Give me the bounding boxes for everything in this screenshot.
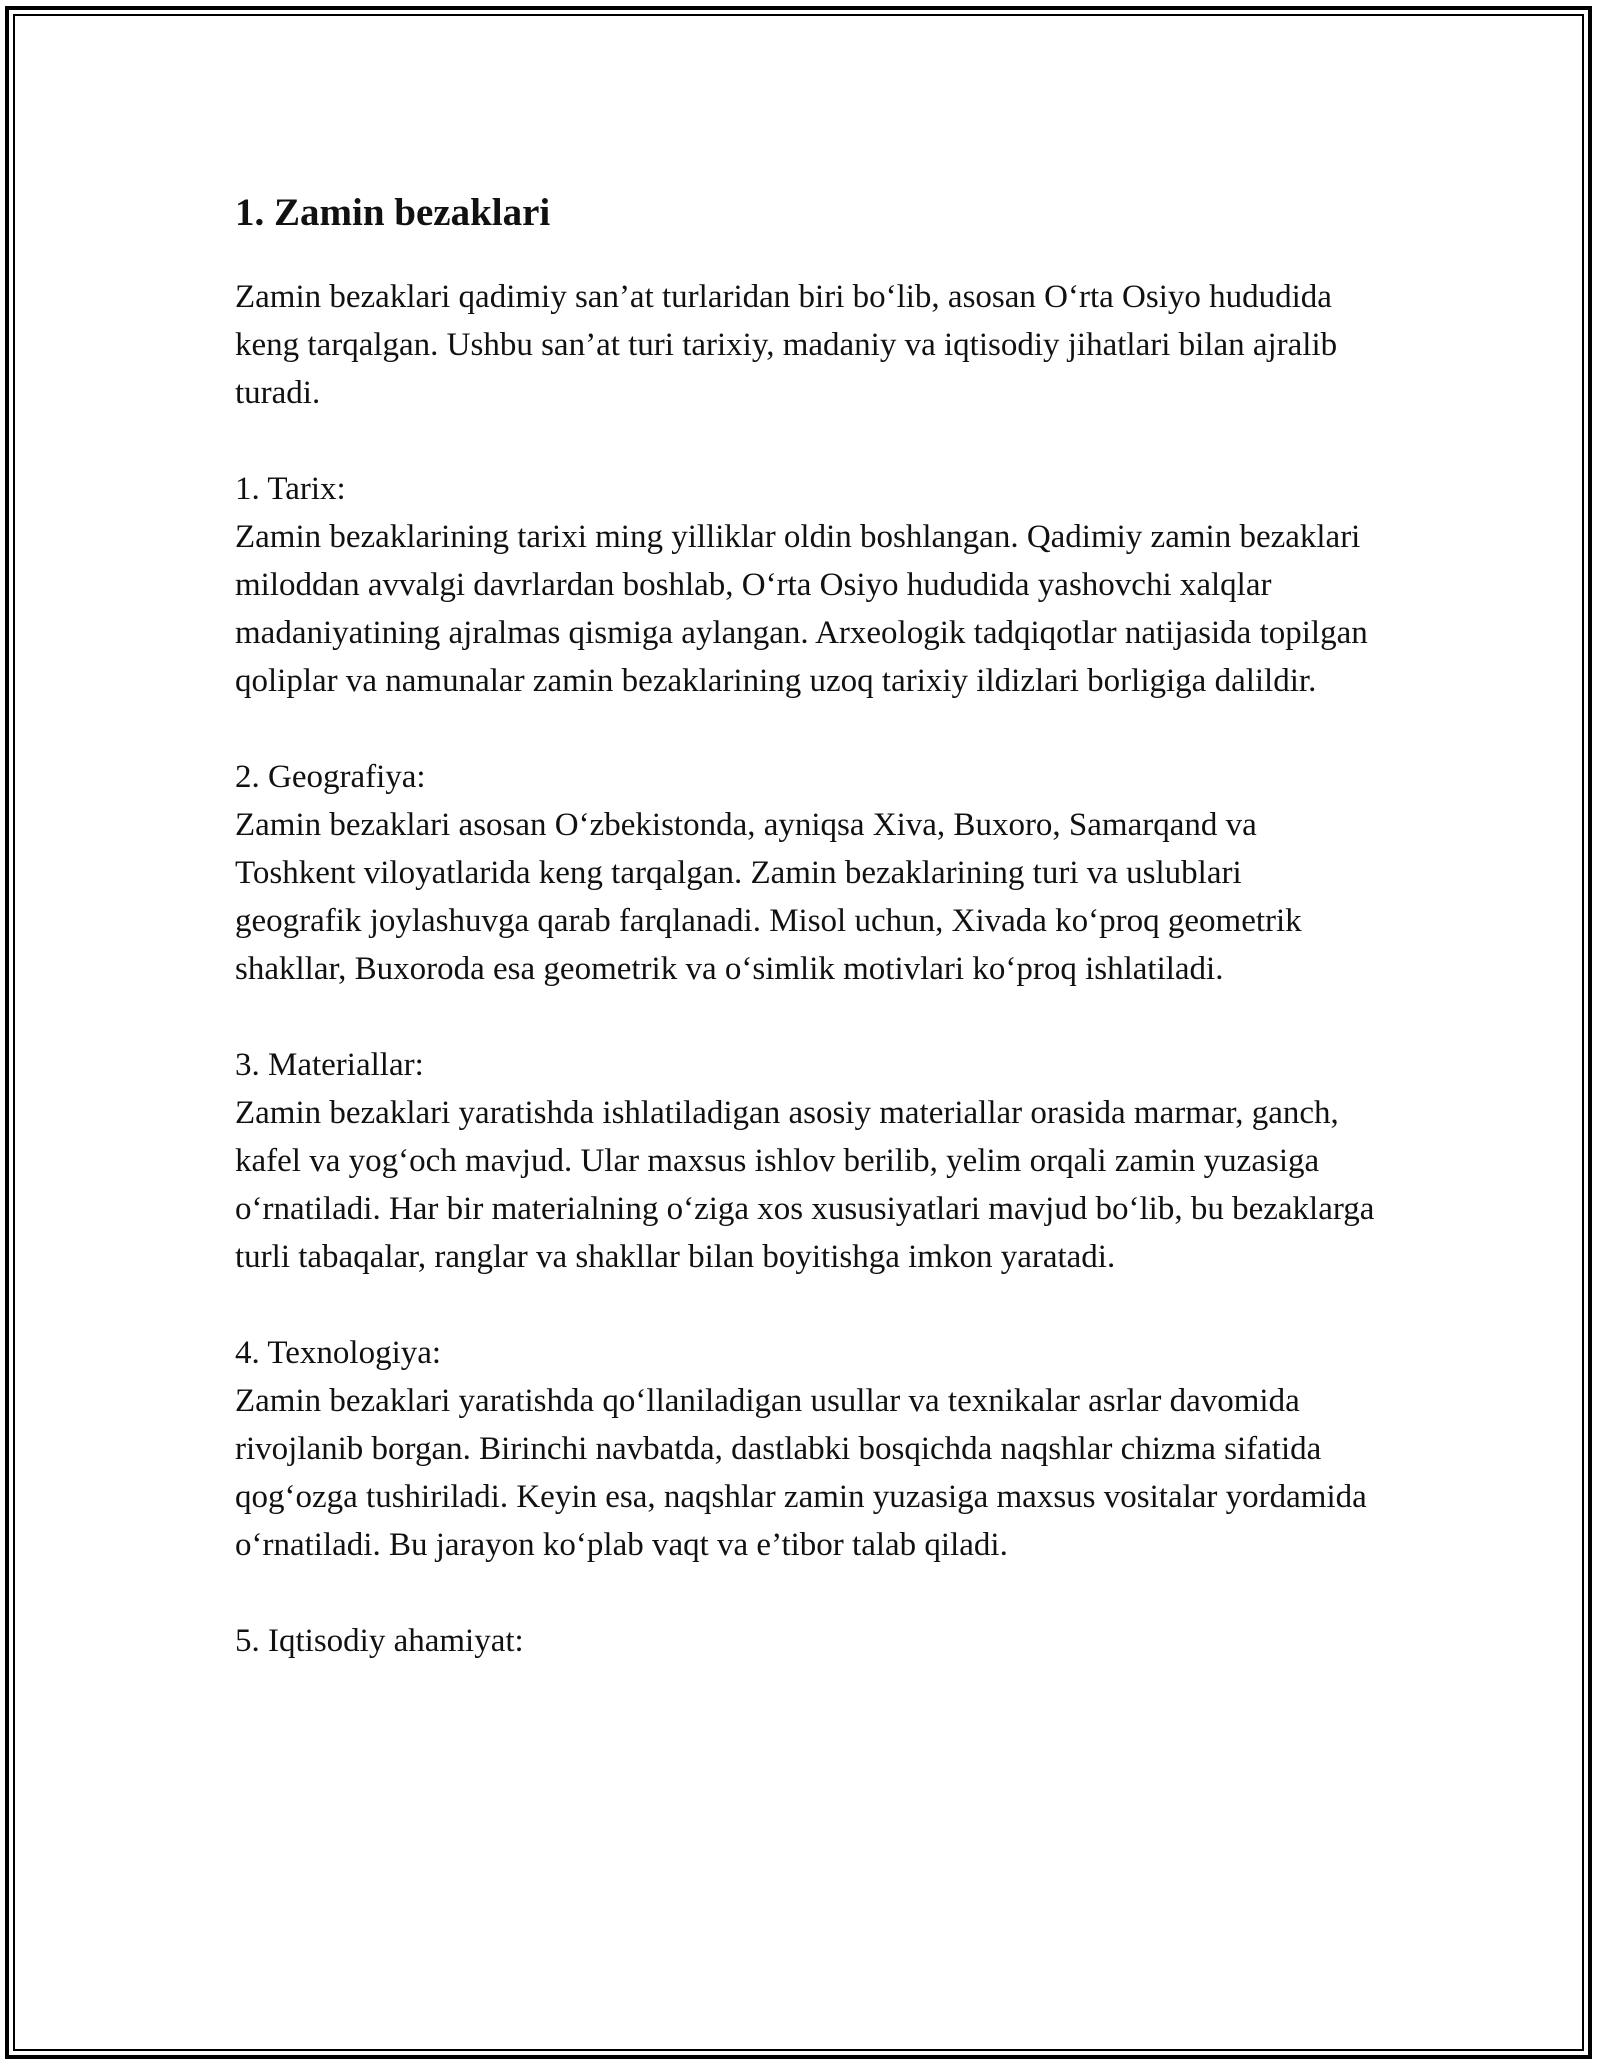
- section-heading: 5. Iqtisodiy ahamiyat:: [235, 1623, 524, 1659]
- section-body: Zamin bezaklarining tarixi ming yilliklar oldin boshlangan. Qadimiy zamin bezaklari miloddan avvalgi davrlardan boshlab, O‘rta Osiyo hududida yashovchi xalqlar madaniyatining ajralmas qismiga aylangan. Arxeologik tadqiqotlar natijasida topilgan qoliplar va namunalar zamin bezaklarining uzoq tarixiy ildizlari borligiga dalildir.: [235, 519, 1368, 699]
- section-heading: 4. Texnologiya:: [235, 1335, 442, 1371]
- section-technology: [235, 1329, 1375, 1569]
- section-body: Zamin bezaklari asosan O‘zbekistonda, ayniqsa Xiva, Buxoro, Samarqand va Toshkent viloyatlarida keng tarqalgan. Zamin bezaklarining turi va uslublari geografik joylashuvga qarab farqlanadi. Misol uchun, Xivada ko‘proq geometrik shakllar, Buxoroda esa geometrik va o‘simlik motivlari ko‘proq ishlatiladi.: [235, 807, 1302, 987]
- section-body: Zamin bezaklari yaratishda qo‘llaniladigan usullar va texnikalar asrlar davomida rivojlanib borgan. Birinchi navbatda, dastlabki bosqichda naqshlar chizma sifatida qog‘ozga tushiriladi. Keyin esa, naqshlar zamin yuzasiga maxsus vositalar yordamida o‘rnatiladi. Bu jarayon ko‘plab vaqt va e’tibor talab qiladi.: [235, 1383, 1367, 1563]
- section-heading: 3. Materiallar:: [235, 1047, 424, 1083]
- document-title: 1. Zamin bezaklari: [235, 191, 551, 234]
- section-body: Zamin bezaklari yaratishda ishlatiladigan asosiy materiallar orasida marmar, ganch, kafel va yog‘och mavjud. Ular maxsus ishlov berilib, yelim orqali zamin yuzasiga o‘rnatiladi. Har bir materialning o‘ziga xos xususiyatlari mavjud bo‘lib, bu bezaklarga turli tabaqalar, ranglar va shakllar bilan boyitishga imkon yaratadi.: [235, 1095, 1375, 1275]
- document-page: [235, 183, 1375, 1665]
- section-materials: [235, 1041, 1375, 1281]
- section-history: [235, 465, 1375, 705]
- section-geography: [235, 753, 1375, 993]
- intro-paragraph: Zamin bezaklari qadimiy san’at turlaridan biri bo‘lib, asosan O‘rta Osiyo hududida keng tarqalgan. Ushbu san’at turi tarixiy, madaniy va iqtisodiy jihatlari bilan ajralib turadi.: [235, 279, 1338, 411]
- section-heading: 1. Tarix:: [235, 471, 346, 507]
- section-economic-importance: [235, 1617, 1375, 1665]
- section-heading: 2. Geografiya:: [235, 759, 426, 795]
